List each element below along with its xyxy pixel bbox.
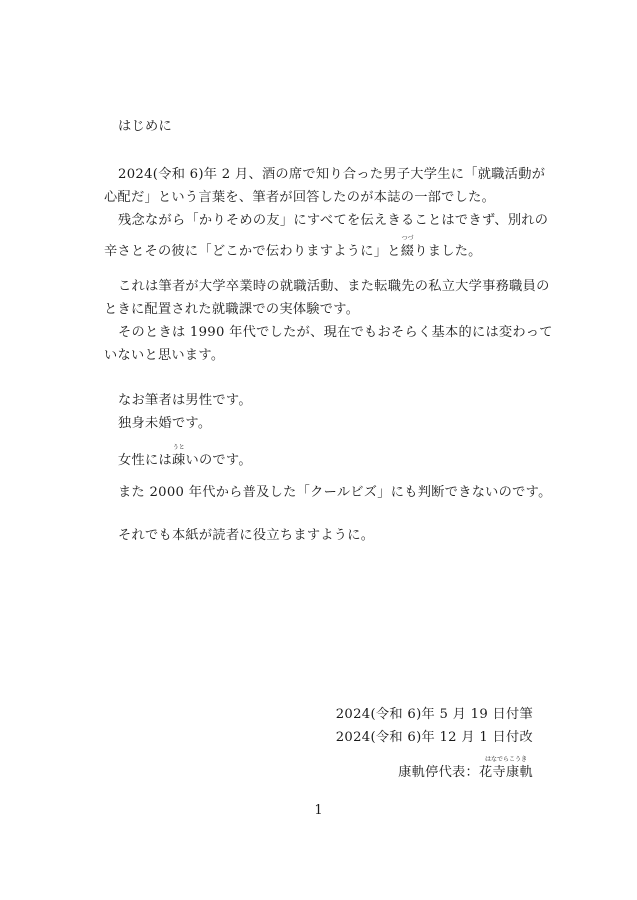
ruby-tsuzu — [400, 235, 415, 261]
para3-line3-a: 女性には — [118, 453, 172, 468]
closing-line: それでも本紙が読者に役立ちますように。 — [118, 528, 375, 543]
para3-line1: なお筆者は男性です。 — [118, 393, 252, 408]
signature-date-2: 2024(令和 6)年 12 月 1 日付改 — [335, 730, 533, 745]
para3-line2: 独身未婚です。 — [118, 416, 212, 431]
para3-line3-b: いのです。 — [185, 453, 252, 468]
para2-line4: いないと思います。 — [104, 348, 225, 363]
heading: はじめに — [118, 119, 172, 134]
para1-line3: 残念ながら「かりそめの友」にすべてを伝えきることはできず、別れの — [118, 213, 549, 228]
para3-line3 — [118, 444, 252, 470]
author-name — [479, 756, 533, 782]
ruby-base: 花寺康軌 — [479, 765, 533, 780]
para2-line1: これは筆者が大学卒業時の就職活動、また転職先の私立大学事務職員の — [118, 279, 550, 294]
ruby-reading: つづ — [401, 235, 414, 242]
para2-line3: そのときは 1990 年代でしたが、現在でもおそらく基本的には変わって — [118, 325, 553, 340]
ruby-reading: はなでらこうき — [485, 756, 528, 763]
ruby-base: 綴 — [400, 244, 415, 259]
para1-line1: 2024(令和 6)年 2 月、酒の席で知り合った男子大学生に「就職活動が — [118, 167, 546, 182]
author-prefix: 康軌停代表： — [398, 765, 480, 780]
para1-line2: 心配だ」という言葉を、筆者が回答したのが本誌の一部でした。 — [104, 190, 496, 205]
page-number: 1 — [314, 803, 323, 818]
ruby-base: 疎 — [171, 453, 186, 468]
para1-line4 — [104, 235, 482, 261]
signature-author — [398, 756, 533, 782]
signature-date-1: 2024(令和 6)年 5 月 19 日付筆 — [335, 707, 533, 722]
ruby-uto — [171, 444, 186, 470]
para1-line4-b: りました。 — [414, 244, 482, 259]
ruby-reading: うと — [172, 444, 185, 451]
para1-line4-a: 辛さとその彼に「どこかで伝わりますように」と — [104, 244, 401, 259]
para3-line4: また 2000 年代から普及した「クールビズ」にも判断できないのです。 — [118, 485, 552, 500]
para2-line2: ときに配置された就職課での実体験です。 — [104, 302, 360, 317]
